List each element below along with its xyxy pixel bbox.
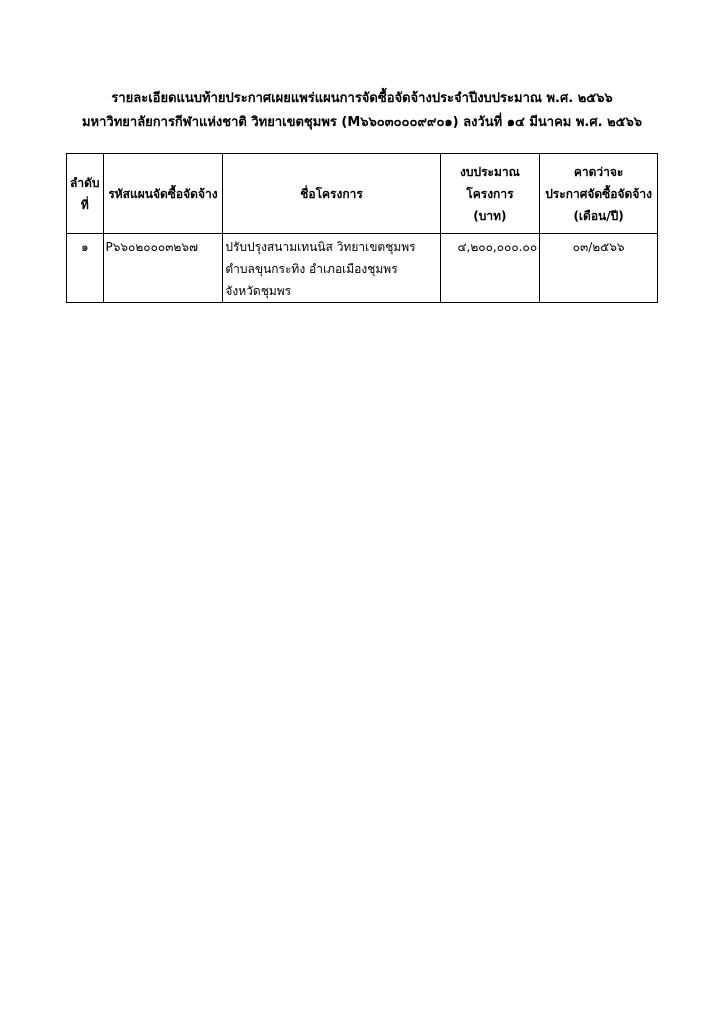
table-row	[67, 234, 658, 303]
header-budget	[440, 154, 540, 234]
procurement-plan-table	[66, 153, 658, 303]
header-budget-line-2: โครงการ	[466, 186, 514, 201]
document-title-line-1: รายละเอียดแนบท้ายประกาศเผยแพร่แผนการจัดซื้อจัดจ้างประจำปีงบประมาณ พ.ศ. ๒๕๖๖	[111, 91, 613, 106]
header-project-name-line-1: ชื่อโครงการ	[300, 186, 363, 201]
header-expected-month	[540, 154, 658, 234]
header-sequence-line-2: ที่	[80, 197, 89, 212]
header-budget-line-3: (บาท)	[473, 208, 507, 223]
row-project-name-line-1: ปรับปรุงสนามเทนนิส วิทยาเขตชุมพร	[225, 240, 416, 254]
header-sequence	[67, 154, 104, 234]
row-budget: ๔,๒๐๐,๐๐๐.๐๐	[440, 234, 540, 303]
row-sequence: ๑	[67, 234, 104, 303]
header-expected-month-line-3: (เดือน/ปี)	[573, 208, 624, 223]
header-plan-code	[103, 154, 223, 234]
header-project-name	[223, 154, 440, 234]
table-header-row	[67, 154, 658, 234]
row-project-name	[223, 234, 440, 303]
row-expected-month: ๐๓/๒๕๖๖	[540, 234, 658, 303]
header-expected-month-line-2: ประกาศจัดซื้อจัดจ้าง	[545, 186, 652, 201]
row-plan-code: P๖๖๐๒๐๐๐๓๒๖๗	[103, 234, 223, 303]
header-expected-month-line-1: คาดว่าจะ	[573, 164, 624, 179]
header-sequence-line-1: ลำดับ	[70, 175, 100, 190]
header-budget-line-1: งบประมาณ	[460, 164, 520, 179]
row-project-name-line-2: ตำบลขุนกระทิง อำเภอเมืองชุมพร	[225, 262, 398, 276]
document-title-line-2: มหาวิทยาลัยการกีฬาแห่งชาติ วิทยาเขตชุมพร (M๖๖๐๓๐๐๐๙๙๐๑) ลงวันที่ ๑๔ มีนาคม พ.ศ. ๒๕๖๖	[81, 115, 643, 130]
header-plan-code-line-1: รหัสแผนจัดซื้อจัดจ้าง	[108, 186, 218, 201]
row-project-name-line-3: จังหวัดชุมพร	[225, 284, 292, 298]
